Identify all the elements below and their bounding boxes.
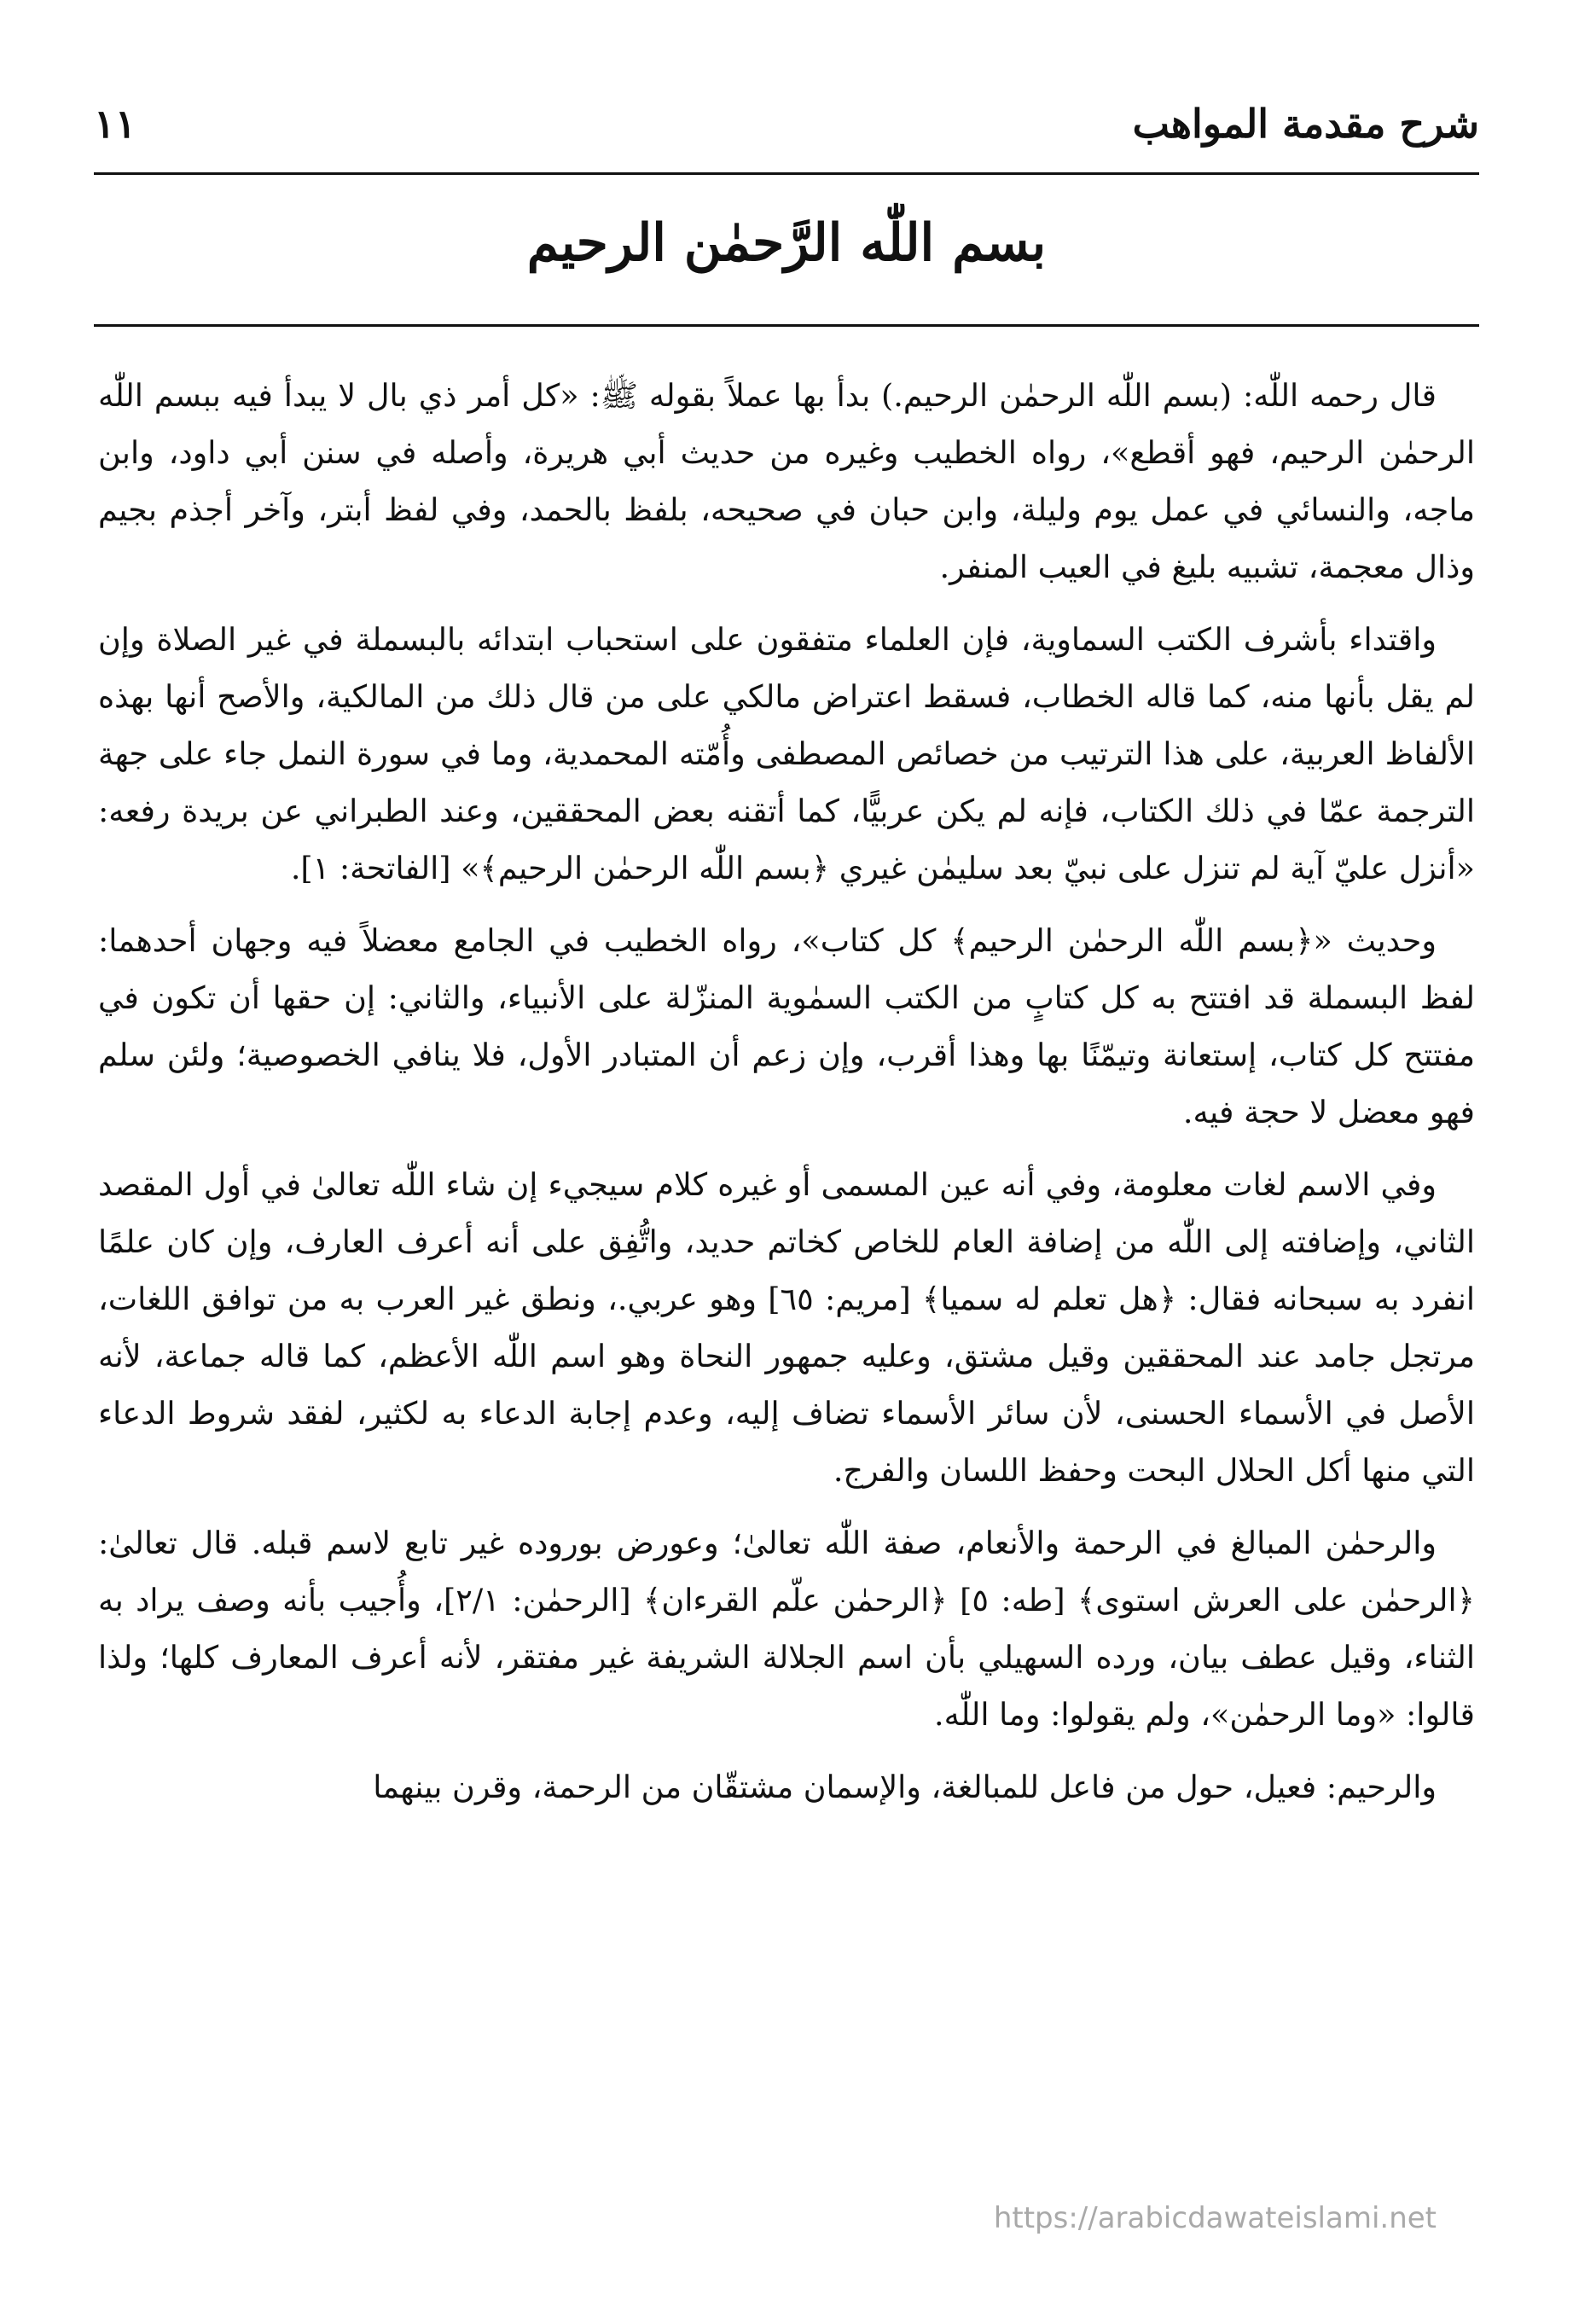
paragraph: والرحيم: فعيل، حول من فاعل للمبالغة، والإسمان مشتقّان من الرحمة، وقرن بينهما (373, 1769, 1437, 1805)
book-title: شرح مقدمة المواهب (1132, 101, 1479, 147)
heading-rule (94, 324, 1479, 327)
header-rule (94, 172, 1479, 175)
paragraph: قال رحمه اللّٰه: (بسم اللّٰه الرحمٰن الرحيم.) بدأ بها عملاً بقوله ﷺ: «كل أمر ذي بال لا يبدأ فيه ببسم اللّٰه الرحمٰن الرحيم، فهو أقطع»، رواه الخطيب وغيره من حديث أبي هريرة، وأصله في سنن أبي داود، وابن ماجه، والنسائي في عمل يوم وليلة، وابن حبان في صحيحه، بلفظ بالحمد، وفي لفظ أبتر، وآخر أجذم بجيم وذال معجمة، تشبيه بليغ في العيب المنفر. (98, 377, 1475, 585)
page-header (94, 90, 1479, 158)
body-text (98, 367, 1475, 1831)
paragraph: وحديث «﴿بسم اللّٰه الرحمٰن الرحيم﴾ كل كتاب»، رواه الخطيب في الجامع معضلاً فيه وجهان أحدهما: لفظ البسملة قد افتتح به كل كتابٍ من الكتب السمٰوية المنزّلة على الأنبياء، والثاني: إن حقها أن تكون في مفتتح كل كتاب، إستعانة وتيمّنًا بها وهذا أقرب، وإن زعم أن المتبادر الأول، فلا ينافي الخصوصية؛ ولئن سلم فهو معضل لا حجة فيه. (98, 922, 1475, 1130)
basmala-heading: بسم اللّٰه الرَّحمٰن الرحيم (526, 213, 1047, 273)
page-number: ١١ (94, 101, 136, 147)
watermark-url: https://arabicdawateislami.net (993, 2201, 1437, 2235)
paragraph: وفي الاسم لغات معلومة، وفي أنه عين المسمى أو غيره كلام سيجيء إن شاء اللّٰه تعالىٰ في أول المقصد الثاني، وإضافته إلى اللّٰه من إضافة العام للخاص كخاتم حديد، واتُّفِق على أنه أعرف العارف، وإن كان علمًا انفرد به سبحانه فقال: ﴿هل تعلم له سميا﴾ [مريم: ٦٥] وهو عربي.، ونطق غير العرب به من توافق اللغات، مرتجل جامد عند المحققين وقيل مشتق، وعليه جمهور النحاة وهو اسم اللّٰه الأعظم، كما قاله جماعة، لأنه الأصل في الأسماء الحسنى، لأن سائر الأسماء تضاف إليه، وعدم إجابة الدعاء به لكثير، لفقد شروط الدعاء التي منها أكل الحلال البحت وحفظ اللسان والفرج. (98, 1166, 1475, 1489)
paragraph: والرحمٰن المبالغ في الرحمة والأنعام، صفة اللّٰه تعالىٰ؛ وعورض بوروده غير تابع لاسم قبله. قال تعالىٰ: ﴿الرحمٰن على العرش استوى﴾ [طه: ٥] ﴿الرحمٰن علّم القرءان﴾ [الرحمٰن: ٢/١]، وأُجيب بأنه وصف يراد به الثناء، وقيل عطف بيان، ورده السهيلي بأن اسم الجلالة الشريفة غير مفتقر، لأنه أعرف المعارف كلها؛ ولذا قالوا: «وما الرحمٰن»، ولم يقولوا: وما اللّٰه. (98, 1525, 1475, 1733)
paragraph: واقتداء بأشرف الكتب السماوية، فإن العلماء متفقون على استحباب ابتدائه بالبسملة في غير الصلاة وإن لم يقل بأنها منه، كما قاله الخطاب، فسقط اعتراض مالكي على من قال ذلك من المالكية، والأصح أنها بهذه الألفاظ العربية، على هذا الترتيب من خصائص المصطفى وأُمّته المحمدية، وما في سورة النمل جاء على جهة الترجمة عمّا في ذلك الكتاب، فإنه لم يكن عربيًّا، كما أتقنه بعض المحققين، وعند الطبراني عن بريدة رفعه: «أنزل عليّ آية لم تنزل على نبيّ بعد سليمٰن غيري ﴿بسم اللّٰه الرحمٰن الرحيم﴾» [الفاتحة: ١]. (98, 621, 1475, 886)
